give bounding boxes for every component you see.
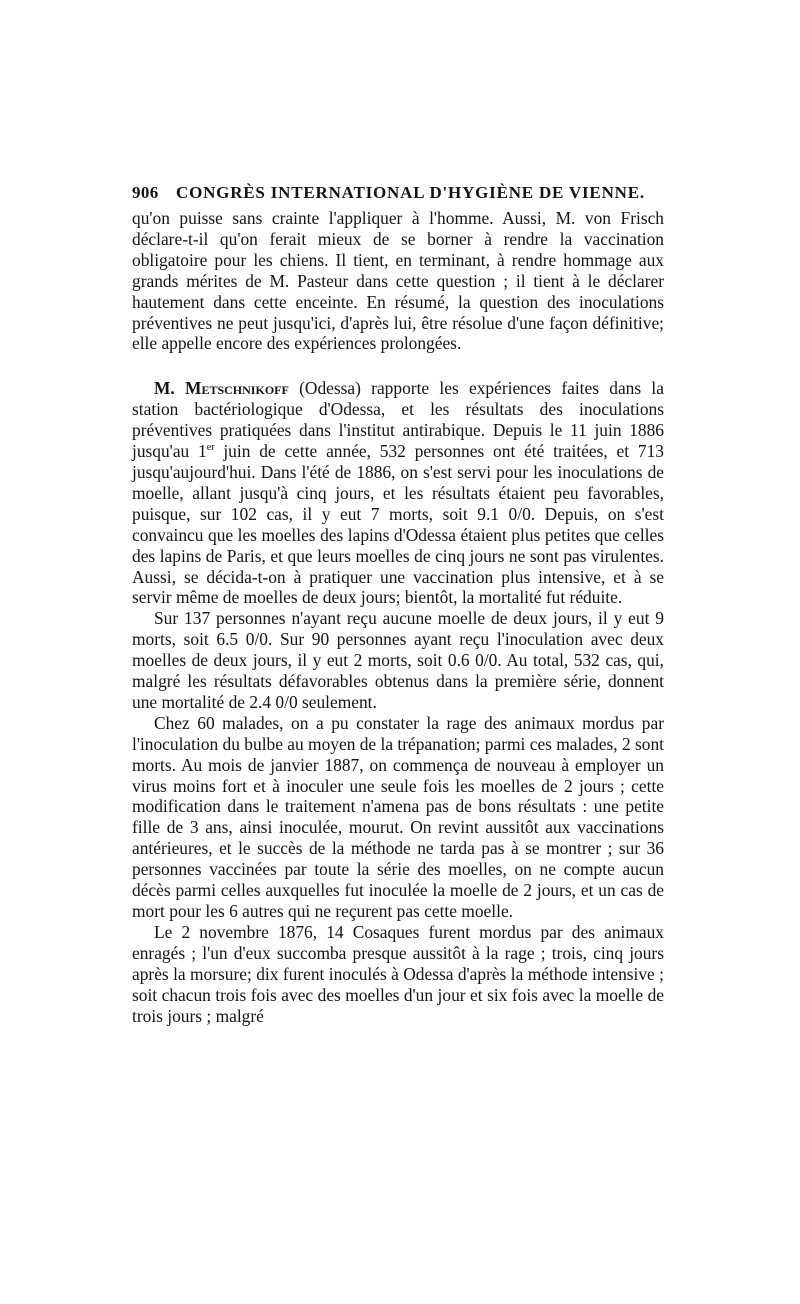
section-gap bbox=[132, 354, 664, 378]
paragraph-text-part-a: (Odessa) rapporte les expériences faites dans la station bactériologique d'Odessa, et les résultats des inoculations préventives pratiquées dans l'institut antirabique. Depuis le 11 juin 1886 jusqu'au 1 bbox=[132, 378, 664, 462]
running-header bbox=[132, 178, 664, 208]
paragraph-trepanation-cases: Chez 60 malades, on a pu constater la rage des animaux mordus par l'inoculation du bulbe au moyen de la trépanation; parmi ces malades, 2 sont morts. Au mois de janvier 1887, on commença de nouveau à employer un virus moins fort et à inoculer une seule fois les moelles de 2 jours ; cette modification dans le traitement n'amena pas de bons résultats : une petite fille de 3 ans, ainsi inoculée, mourut. On revint aussitôt aux vaccinations antérieures, et le succès de la méthode ne tarda pas à se montrer ; sur 36 personnes vaccinées par toute la série des moelles, on ne compte aucun décès parmi celles auxquelles fut inoculée la moelle de 2 jours, et un cas de mort pour les 6 autres qui ne reçurent pas cette moelle. bbox=[132, 712, 664, 921]
speaker-name: Metschnikoff bbox=[185, 378, 289, 399]
paragraph-text-part-b: juin de cette année, 532 personnes ont été traitées, et 713 jusqu'aujourd'hui. Dans l'été de 1886, on s'est servi pour les inoculations de moelle, allant jusqu'à cinq jours, et les résultats étaient peu favorables, puisque, sur 102 cas, il y eut 7 morts, soit 9.1 0/0. Depuis, on s'est convaincu que les moelles des lapins d'Odessa étaient plus petites que celles des lapins de Paris, et que leurs moelles de cinq jours ne sont pas virulentes. Aussi, se décida-t-on à pratiquer une vaccination plus intensive, et à se servir même de moelles de deux jours; bientôt, la mortalité fut réduite. bbox=[132, 441, 664, 608]
paragraph-mortality-statistics: Sur 137 personnes n'ayant reçu aucune moelle de deux jours, il y eut 9 morts, soit 6.5 0/0. Sur 90 personnes ayant reçu l'inoculation avec deux moelles de deux jours, il y eut 2 morts, soit 0.6 0/0. Au total, 532 cas, qui, malgré les résultats défavorables obtenus dans la première série, donnent une mortalité de 2.4 0/0 seulement. bbox=[132, 608, 664, 712]
header-title: CONGRÈS INTERNATIONAL D'HYGIÈNE DE VIENNE. bbox=[176, 183, 645, 202]
document-page bbox=[132, 178, 664, 1026]
paragraph-metschnikoff-report bbox=[132, 378, 664, 608]
speaker-prefix: M. bbox=[154, 378, 175, 399]
paragraph-von-frisch-conclusion: qu'on puisse sans crainte l'appliquer à l'homme. Aussi, M. von Frisch déclare-t-il qu'on ferait mieux de se borner à rendre la vaccination obligatoire pour les chiens. Il tient, en terminant, à rendre hommage aux grands mérites de M. Pasteur dans cette question ; il tient à le déclarer hautement dans cette enceinte. En résumé, la question des inoculations préventives ne peut jusqu'ici, d'après lui, être résolue d'une façon définitive; elle appelle encore des expériences prolongées. bbox=[132, 208, 664, 354]
page-number: 906 bbox=[132, 183, 159, 202]
superscript-er: er bbox=[206, 442, 215, 454]
paragraph-cossacks-case: Le 2 novembre 1876, 14 Cosaques furent mordus par des animaux enragés ; l'un d'eux succomba presque aussitôt à la rage ; trois, cinq jours après la morsure; dix furent inoculés à Odessa d'après la méthode intensive ; soit chacun trois fois avec des moelles d'un jour et six fois avec la moelle de trois jours ; malgré bbox=[132, 921, 664, 1026]
